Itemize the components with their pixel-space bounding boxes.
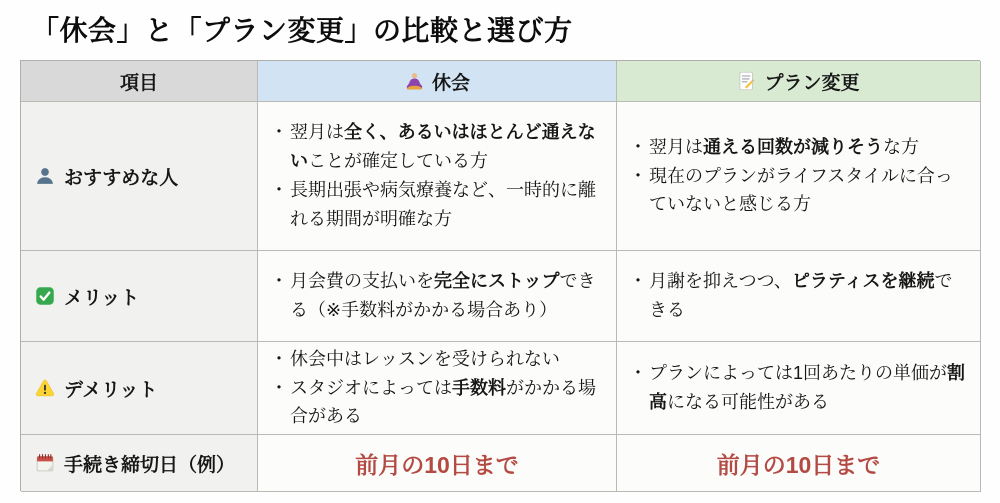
bullet-marker: ・ xyxy=(270,271,288,292)
bullet-marker: ・ xyxy=(629,363,647,384)
row-label-recommend xyxy=(21,102,258,251)
bullet-item xyxy=(629,359,970,417)
warning-icon xyxy=(35,378,55,398)
cell-deadline-kyukai xyxy=(258,435,617,492)
deadline-plan-value: 前月の10日まで xyxy=(716,451,881,478)
check-mark-button-icon xyxy=(35,286,55,306)
page-title: 「休会」と「プラン変更」の比較と選び方 xyxy=(31,15,573,46)
bullet-item-text: 翌月は全く、あるいはほとんど通えないことが確定している方 xyxy=(290,122,596,172)
cell-deadline-plan xyxy=(617,435,981,492)
bullet-marker: ・ xyxy=(629,165,647,186)
bullet-item-text: プランによっては1回あたりの単価が割高になる可能性がある xyxy=(649,363,966,412)
spiral-calendar-icon xyxy=(35,453,55,473)
row-label-demerit xyxy=(21,342,258,435)
header-plan-label: プラン変更 xyxy=(764,72,860,94)
header-cell-plan xyxy=(617,61,981,102)
bullet-marker: ・ xyxy=(270,377,288,398)
bullet-item xyxy=(629,133,970,162)
row-label-deadline xyxy=(21,435,258,492)
memo-icon xyxy=(737,71,757,91)
header-cell-item xyxy=(21,61,258,102)
bullet-marker: ・ xyxy=(270,122,288,143)
bullet-item-text: 月謝を抑えつつ、ピラティスを継続できる xyxy=(649,271,953,320)
header-item-label: 項目 xyxy=(119,72,158,94)
bullet-item-text: スタジオによっては手数料がかかる場合がある xyxy=(290,377,596,427)
bullet-item-text: 月会費の支払いを完全にストップできる（※手数料がかかる場合あり） xyxy=(290,271,596,320)
bullet-item-text: 休会中はレッスンを受けられない xyxy=(290,348,560,369)
cell-merit-kyukai xyxy=(258,251,617,342)
header-kyukai-label: 休会 xyxy=(431,72,470,94)
cell-merit-plan xyxy=(617,251,981,342)
row-label-merit-text: メリット xyxy=(64,287,140,309)
header-cell-kyukai xyxy=(258,61,617,102)
bullet-marker: ・ xyxy=(270,180,288,200)
row-label-recommend-text: おすすめな人 xyxy=(64,167,179,189)
comparison-table xyxy=(20,60,980,491)
bullet-item xyxy=(270,176,606,234)
person-silhouette-icon xyxy=(35,166,55,186)
bullet-marker: ・ xyxy=(629,136,647,157)
bullet-item xyxy=(270,118,606,176)
bullet-marker: ・ xyxy=(270,348,288,369)
row-label-merit xyxy=(21,251,258,342)
lotus-person-icon xyxy=(404,71,425,92)
bullet-item-text: 長期出張や病気療養など、一時的に離れる期間が明確な方 xyxy=(290,180,596,229)
cell-demerit-plan xyxy=(617,342,981,435)
bullet-item-text: 現在のプランがライフスタイルに合っていないと感じる方 xyxy=(649,165,953,215)
bullet-item xyxy=(270,345,606,374)
bullet-item xyxy=(629,267,970,325)
row-label-demerit-text: デメリット xyxy=(64,379,158,401)
bullet-item xyxy=(629,162,970,220)
cell-recommend-plan xyxy=(617,102,981,251)
cell-recommend-kyukai xyxy=(258,102,617,251)
bullet-item xyxy=(270,374,606,432)
bullet-marker: ・ xyxy=(629,271,647,292)
bullet-item xyxy=(270,267,606,325)
cell-demerit-kyukai xyxy=(258,342,617,435)
deadline-kyukai-value: 前月の10日まで xyxy=(355,451,519,478)
bullet-item-text: 翌月は通える回数が減りそうな方 xyxy=(649,136,919,157)
row-label-deadline-text: 手続き締切日（例） xyxy=(64,454,236,476)
